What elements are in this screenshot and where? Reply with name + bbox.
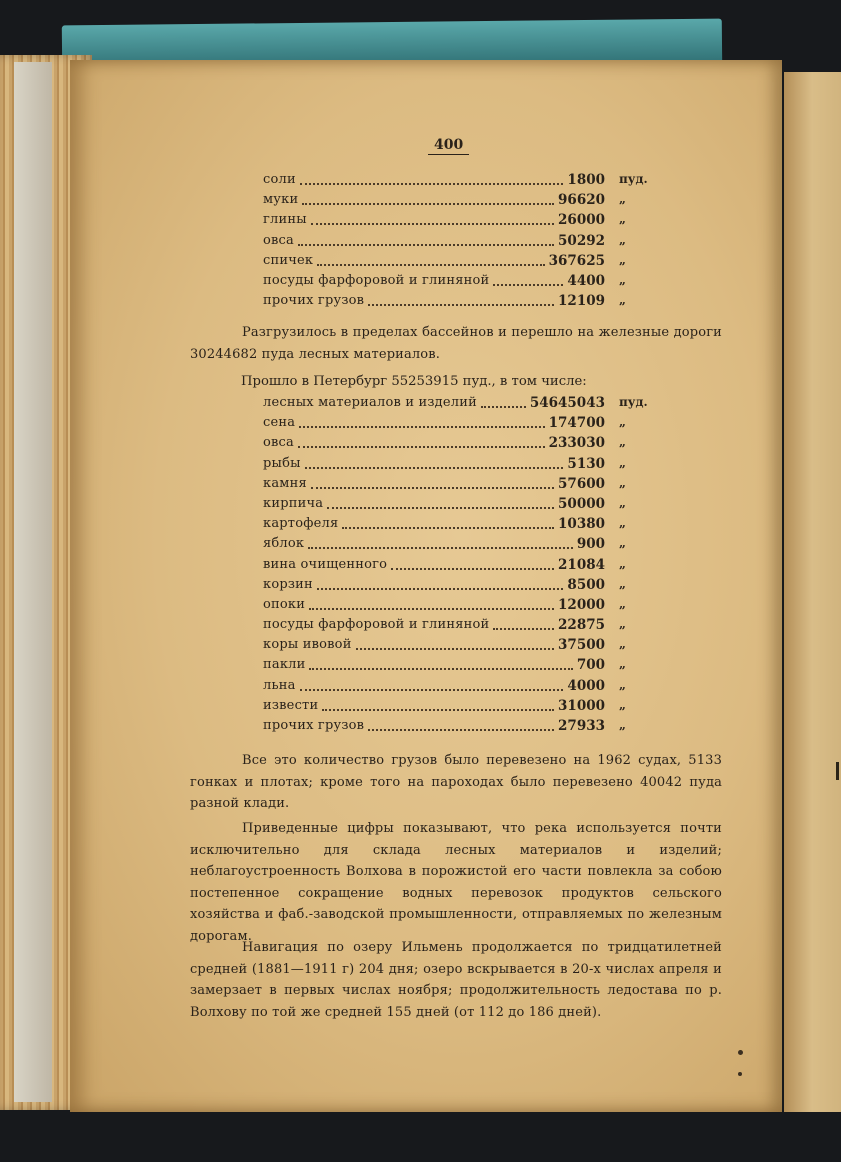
- cargo-row: [263, 212, 663, 232]
- leader-dots: [368, 304, 554, 306]
- cargo-value: 900: [576, 536, 605, 553]
- paragraph-figures: Приведенные цифры показывают, что река используется почти исключительно для склада лесных материалов и изделий; неблагоустроенность Волхова в порожистой его части повлекла за собою постепенное сокращение водных перевозок продуктов сельского хозяйства и фаб.-заводской промышленности, отправляемых по железным дорогам.: [190, 821, 722, 944]
- cargo-row: [263, 435, 663, 455]
- cargo-unit: „: [619, 435, 626, 450]
- cargo-label: вина очищенного: [263, 556, 388, 572]
- leader-dots: [305, 467, 563, 469]
- cargo-value: 96620: [558, 192, 605, 209]
- cargo-value: 22875: [558, 617, 605, 634]
- cargo-label: овса: [263, 232, 294, 248]
- cargo-label: извести: [263, 697, 319, 713]
- cargo-row: [263, 456, 663, 476]
- leader-dots: [342, 527, 554, 529]
- cargo-unit: „: [619, 455, 626, 470]
- cargo-value: 233030: [548, 435, 605, 452]
- leader-dots: [493, 284, 563, 286]
- leader-dots: [309, 668, 573, 670]
- cargo-label: пакли: [263, 657, 306, 673]
- cargo-unit: „: [619, 415, 626, 430]
- cargo-row: [263, 253, 663, 273]
- cargo-row: [263, 718, 663, 738]
- cargo-unit: пуд.: [619, 395, 648, 409]
- petersburg-heading: Прошло в Петербург 55253915 пуд., в том числе:: [241, 374, 587, 389]
- cargo-row: [263, 293, 663, 313]
- cargo-row: [263, 698, 663, 718]
- cargo-row: [263, 476, 663, 496]
- cargo-label: посуды фарфоровой и глиняной: [263, 617, 490, 633]
- cargo-list-one: [263, 172, 663, 313]
- cargo-value: 12109: [558, 293, 605, 310]
- paragraph-navigation: Навигация по озеру Ильмень продолжается по тридцатилетней средней (1881—1911 г) 204 дня; озеро вскрывается в 20-х числах апреля и замерзает в первых числах ноября; продолжительность ледостава по р. Волхову по той же средней 155 дней (от 112 до 186 дней).: [190, 940, 722, 1020]
- cargo-label: льна: [263, 677, 296, 693]
- cargo-row: [263, 516, 663, 536]
- cargo-unit: „: [619, 272, 626, 287]
- leader-dots: [317, 264, 545, 266]
- leader-dots: [298, 446, 545, 448]
- cargo-row: [263, 233, 663, 253]
- cargo-label: рыбы: [263, 455, 301, 471]
- cargo-value: 174700: [548, 415, 605, 432]
- cargo-value: 10380: [558, 516, 605, 533]
- cargo-unit: „: [619, 576, 626, 591]
- cargo-row: [263, 617, 663, 637]
- cargo-value: 367625: [548, 252, 605, 269]
- cargo-label: яблок: [263, 536, 305, 552]
- leader-dots: [322, 709, 554, 711]
- cargo-label: глины: [263, 212, 307, 228]
- cargo-row: [263, 273, 663, 293]
- cargo-row: [263, 192, 663, 212]
- cargo-value: 21084: [558, 556, 605, 573]
- leader-dots: [481, 406, 526, 408]
- leader-dots: [308, 547, 573, 549]
- cargo-value: 37500: [558, 637, 605, 654]
- leader-dots: [311, 487, 554, 489]
- cargo-unit: „: [619, 677, 626, 692]
- cargo-value: 4400: [567, 272, 605, 289]
- cargo-value: 54645043: [529, 395, 605, 411]
- cargo-unit: „: [619, 657, 626, 672]
- cargo-row: [263, 678, 663, 698]
- cargo-unit: „: [619, 516, 626, 531]
- leader-dots: [391, 568, 554, 570]
- cargo-label: спичек: [263, 252, 314, 268]
- cargo-row: [263, 597, 663, 617]
- paragraph-total: Все это количество грузов было перевезено на 1962 судах, 5133 гонках и плотах; кроме того на пароходах было перевезено 40042 пуда разной клади.: [190, 753, 722, 811]
- cargo-label: сена: [263, 415, 296, 431]
- paper-speck: [738, 1072, 742, 1076]
- cargo-unit: „: [619, 536, 626, 551]
- cargo-row: [263, 536, 663, 556]
- cargo-value: 27933: [558, 718, 605, 734]
- cargo-label: корзин: [263, 576, 313, 592]
- cargo-label: картофеля: [263, 516, 339, 532]
- cargo-label: овса: [263, 435, 294, 451]
- cargo-unit: „: [619, 697, 626, 712]
- paper-speck: [738, 1050, 743, 1055]
- cargo-unit: „: [619, 718, 626, 732]
- leader-dots: [368, 729, 554, 731]
- leader-dots: [299, 426, 545, 428]
- leader-dots: [327, 507, 554, 509]
- cargo-value: 5130: [567, 455, 605, 472]
- cargo-label: прочих грузов: [263, 718, 365, 733]
- cargo-row: [263, 577, 663, 597]
- cargo-value: 57600: [558, 475, 605, 492]
- leader-dots: [317, 588, 563, 590]
- leader-dots: [302, 203, 554, 205]
- paragraph-unload: Разгрузилось в пределах бассейнов и перешло на железные дороги 30244682 пуда лесных материалов.: [190, 325, 722, 362]
- cargo-unit: „: [619, 232, 626, 247]
- cargo-label: муки: [263, 192, 299, 208]
- cargo-row: [263, 496, 663, 516]
- cargo-value: 50000: [558, 495, 605, 512]
- cargo-value: 8500: [567, 576, 605, 593]
- cargo-label: коры ивовой: [263, 637, 352, 653]
- leader-dots: [309, 608, 554, 610]
- cargo-value: 31000: [558, 697, 605, 714]
- cargo-label: прочих грузов: [263, 293, 365, 309]
- cargo-value: 1800: [567, 172, 605, 188]
- cargo-unit: „: [619, 596, 626, 611]
- leader-dots: [298, 244, 554, 246]
- cargo-row: [263, 415, 663, 435]
- cargo-row: [263, 637, 663, 657]
- cargo-row: [263, 557, 663, 577]
- cargo-label: посуды фарфоровой и глиняной: [263, 272, 490, 288]
- cargo-value: 12000: [558, 596, 605, 613]
- cargo-value: 26000: [558, 212, 605, 229]
- leader-dots: [300, 183, 563, 185]
- cargo-label: соли: [263, 172, 296, 187]
- cargo-unit: „: [619, 617, 626, 632]
- cargo-unit: „: [619, 293, 626, 308]
- cargo-unit: „: [619, 252, 626, 267]
- cargo-unit: „: [619, 192, 626, 207]
- cargo-label: камня: [263, 475, 307, 491]
- cargo-label: кирпича: [263, 495, 324, 511]
- leader-dots: [493, 628, 554, 630]
- cargo-label: лесных материалов и изделий: [263, 395, 477, 410]
- cargo-unit: „: [619, 556, 626, 571]
- cargo-unit: пуд.: [619, 172, 648, 186]
- cargo-value: 700: [576, 657, 605, 674]
- leader-dots: [311, 223, 554, 225]
- cargo-row: [263, 172, 663, 192]
- cargo-row: [263, 657, 663, 677]
- cargo-unit: „: [619, 475, 626, 490]
- cargo-value: 50292: [558, 232, 605, 249]
- leader-dots: [356, 648, 554, 650]
- page-number: 400: [428, 137, 469, 155]
- cargo-list-two: [263, 395, 663, 738]
- cargo-unit: „: [619, 495, 626, 510]
- cargo-row: [263, 395, 663, 415]
- cargo-label: опоки: [263, 596, 306, 612]
- cargo-unit: „: [619, 212, 626, 227]
- cargo-unit: „: [619, 637, 626, 652]
- cargo-value: 4000: [567, 677, 605, 694]
- leader-dots: [300, 689, 563, 691]
